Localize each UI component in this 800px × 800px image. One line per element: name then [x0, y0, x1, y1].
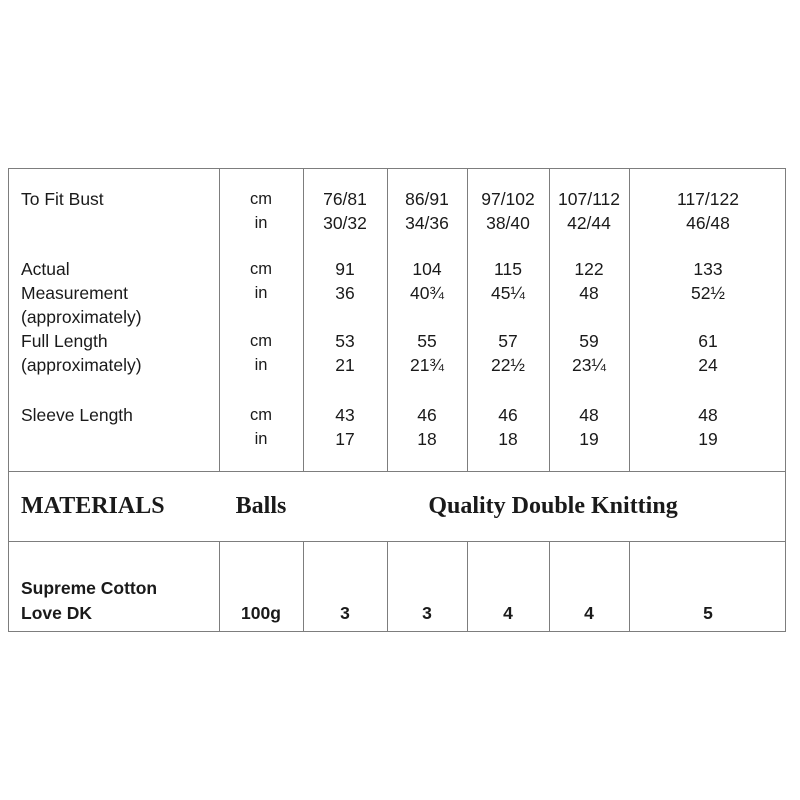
table-cell: 48 [698, 405, 718, 425]
row-label-approximately: (approximately) [21, 355, 142, 375]
table-cell: 42/44 [567, 213, 611, 233]
table-cell: 59 [579, 331, 599, 351]
table-cell: 23¼ [571, 355, 607, 375]
table-cell: 52½ [690, 283, 726, 303]
row-label-measurement: Measurement [21, 283, 128, 303]
yarn-name-line-1: Supreme Cotton [21, 578, 158, 598]
ball-count-cell: 5 [703, 603, 713, 623]
yarn-row [9, 542, 785, 631]
table-cell: 21¾ [409, 355, 445, 375]
row-label-to-fit-bust: To Fit Bust [21, 189, 104, 209]
table-cell: 48 [579, 405, 599, 425]
unit-cm: cm [250, 406, 272, 424]
table-cell: 61 [698, 331, 718, 351]
unit-cm: cm [250, 332, 272, 350]
unit-cm: cm [250, 190, 272, 208]
materials-title: MATERIALS [21, 493, 165, 519]
table-cell: 36 [335, 283, 355, 303]
table-cell: 40¾ [409, 283, 445, 303]
table-cell: 86/91 [405, 189, 449, 209]
row-label-full-length: Full Length [21, 331, 108, 351]
unit-in: in [254, 284, 268, 302]
table-cell: 38/40 [486, 213, 530, 233]
unit-in: in [254, 356, 268, 374]
table-cell: 133 [693, 259, 723, 279]
balls-header: Balls [235, 493, 287, 519]
table-cell: 24 [698, 355, 718, 375]
size-chart-table [8, 168, 786, 632]
table-cell: 57 [498, 331, 518, 351]
table-cell: 19 [579, 429, 599, 449]
table-cell: 117/122 [677, 189, 739, 209]
ball-count-cell: 4 [584, 603, 594, 623]
table-cell: 76/81 [323, 189, 367, 209]
measurements-section [9, 169, 785, 471]
materials-header-row [9, 472, 785, 541]
quality-header: Quality Double Knitting [428, 493, 678, 519]
table-cell: 97/102 [481, 189, 535, 209]
row-label-sleeve-length: Sleeve Length [21, 405, 133, 425]
yarn-name [21, 576, 157, 626]
table-cell: 46 [417, 405, 437, 425]
table-cell: 22½ [490, 355, 526, 375]
row-label-actual: Actual [21, 259, 70, 279]
table-cell: 18 [417, 429, 437, 449]
unit-in: in [254, 430, 268, 448]
table-cell: 46 [498, 405, 518, 425]
table-cell: 43 [335, 405, 355, 425]
table-cell: 91 [335, 259, 355, 279]
table-cell: 34/36 [405, 213, 449, 233]
row-label-approximately: (approximately) [21, 307, 142, 327]
table-cell: 46/48 [686, 213, 730, 233]
table-cell: 107/112 [558, 189, 620, 209]
ball-count-cell: 4 [503, 603, 513, 623]
table-cell: 115 [494, 259, 522, 279]
yarn-name-line-2: Love DK [21, 603, 92, 623]
table-cell: 48 [579, 283, 599, 303]
unit-in: in [254, 214, 268, 232]
table-cell: 104 [412, 259, 442, 279]
unit-cm: cm [250, 260, 272, 278]
table-cell: 17 [335, 429, 355, 449]
ball-count-cell: 3 [422, 603, 432, 623]
table-cell: 18 [498, 429, 518, 449]
ball-count-cell: 3 [340, 603, 350, 623]
table-cell: 19 [698, 429, 718, 449]
table-cell: 21 [335, 355, 355, 375]
table-cell: 30/32 [323, 213, 367, 233]
table-cell: 53 [335, 331, 355, 351]
table-cell: 55 [417, 331, 437, 351]
yarn-ball-weight: 100g [241, 603, 281, 623]
table-cell: 122 [574, 259, 604, 279]
table-cell: 45¼ [490, 283, 526, 303]
